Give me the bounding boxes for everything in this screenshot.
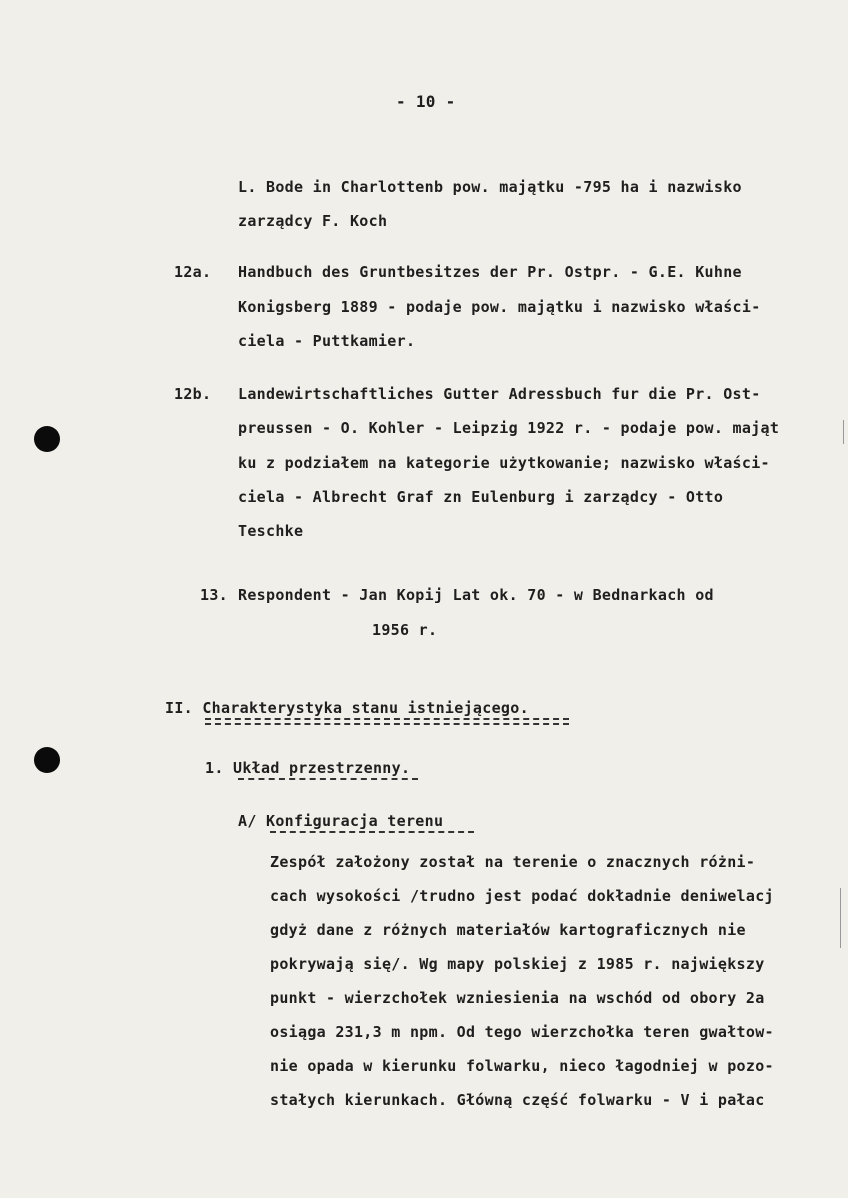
paragraph-line: nie opada w kierunku folwarku, nieco łagodniej w pozo- [270,1057,774,1075]
subsection-heading: 1. Układ przestrzenny. [205,759,411,777]
text-line: ku z podziałem na kategorie użytkowanie; nazwisko właści- [238,454,770,472]
text-line: ciela - Albrecht Graf zn Eulenburg i zarządcy - Otto [238,488,724,506]
paragraph-line: gdyż dane z różnych materiałów kartograficznych nie [270,921,746,939]
text-line: L. Bode in Charlottenb pow. majątku -795 ha i nazwisko [238,178,742,196]
subheading-underline [238,778,418,780]
text-line: Landewirtschaftliches Gutter Adressbuch fur die Pr. Ost- [238,385,761,403]
text-line: zarządcy F. Koch [238,212,388,230]
margin-mark [843,420,844,444]
item-number: 13. [200,586,228,604]
heading-underline [205,718,569,725]
item-number: 12b. [174,385,212,403]
paragraph-line: punkt - wierzchołek wzniesienia na wschód od obory 2a [270,989,765,1007]
paragraph-line: stałych kierunkach. Główną część folwarku - V i pałac [270,1091,765,1109]
subheading-underline [270,831,474,833]
punch-hole-bottom [34,747,60,773]
paragraph-line: osiąga 231,3 m npm. Od tego wierzchołka teren gwałtow- [270,1023,774,1041]
page-number: - 10 - [396,92,456,111]
subsection-heading: A/ Konfiguracja terenu [238,812,444,830]
margin-mark [840,888,841,948]
text-line: Konigsberg 1889 - podaje pow. majątku i nazwisko właści- [238,298,761,316]
text-line: Handbuch des Gruntbesitzes der Pr. Ostpr. - G.E. Kuhne [238,263,742,281]
item-number: 12a. [174,263,212,281]
paragraph-line: Zespół założony został na terenie o znacznych różni- [270,853,756,871]
text-line: ciela - Puttkamier. [238,332,416,350]
text-line: Respondent - Jan Kopij Lat ok. 70 - w Bednarkach od [238,586,714,604]
paragraph-line: pokrywają się/. Wg mapy polskiej z 1985 r. największy [270,955,765,973]
section-heading: II. Charakterystyka stanu istniejącego. [165,699,529,717]
punch-hole-top [34,426,60,452]
text-line: preussen - O. Kohler - Leipzig 1922 r. - podaje pow. mająt [238,419,780,437]
paragraph-line: cach wysokości /trudno jest podać dokładnie deniwelacj [270,887,774,905]
text-line: Teschke [238,522,304,540]
text-line: 1956 r. [372,621,438,639]
